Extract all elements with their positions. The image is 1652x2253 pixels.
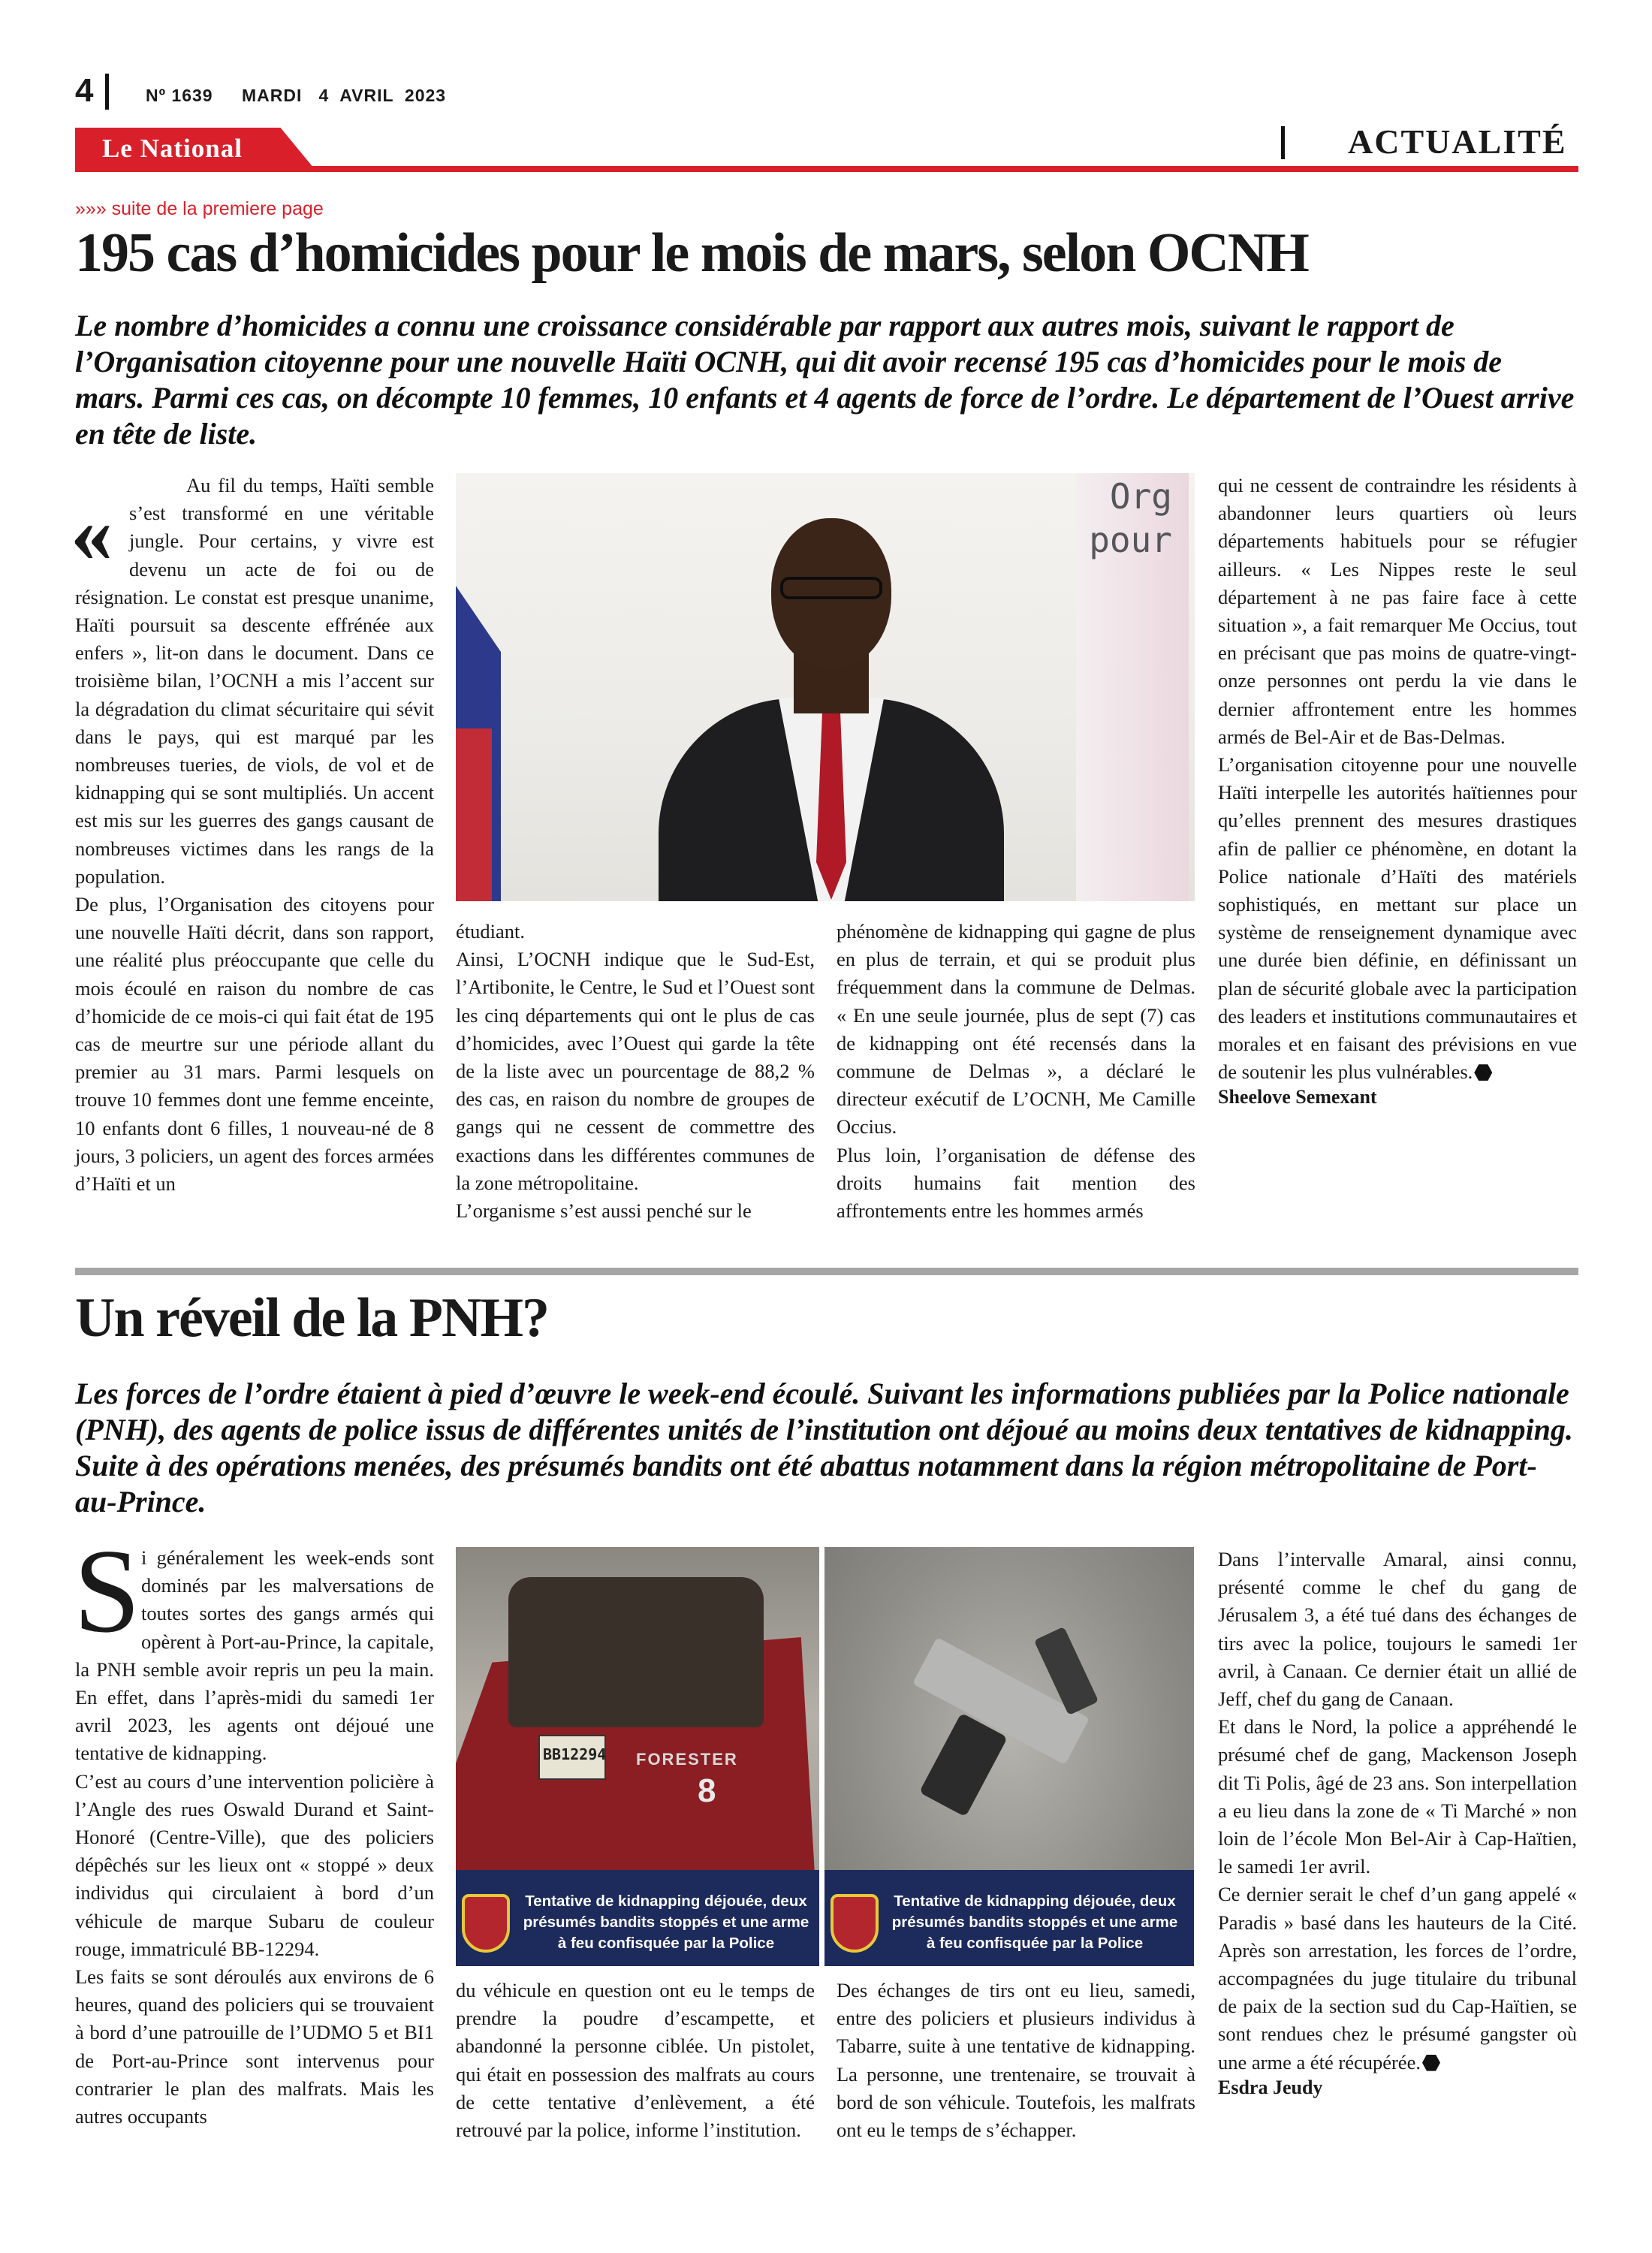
- pistol-photo: [824, 1547, 1194, 1966]
- banner-text: pour: [1089, 520, 1172, 560]
- car-model-badge: FORESTER: [636, 1750, 738, 1769]
- banner-text: Org: [1109, 476, 1172, 517]
- brand-logo-text: Le National: [102, 134, 243, 163]
- photo-caption: Tentative de kidnapping déjouée, deux présumés bandits stoppés et une arme à feu confisquée par la Police: [891, 1893, 1178, 1952]
- paragraph: i généralement les week-ends sont dominés par les malversations de toutes sortes des gangs armés qui opèrent à Port-au-Prince, la capitale, la PNH semble avoir repris un peu la main. En effet, dans l’après-midi du samedi 1er avril 2023, les agents ont déjoué une tentative de kidnapping.: [75, 1546, 434, 1765]
- paragraph-text: Ce dernier serait le chef d’un gang appelé « Paradis » basé dans les hauteurs de la Cité. Après son arrestation, les forces de l’ordre, accompagnées du juge titulaire du tribunal de paix de la section sud du Cap-Haïtien, se sont rendues chez le présumé gangster où une arme a été récupérée.: [1218, 1883, 1577, 2074]
- article1-byline: Sheelove Semexant: [1218, 1086, 1377, 1108]
- article1-lede: Le nombre d’homicides a connu une croissance considérable par rapport aux autres mois, suivant le rapport de l’Organisation citoyenne pour une nouvelle Haïti OCNH, qui dit avoir recensé 195 cas d’homicides pour le mois de mars. Parmi ces cas, on décompte 10 femmes, 10 enfants et 4 agents de force de l’ordre. Le département de l’Ouest arrive en tête de liste.: [75, 309, 1575, 451]
- issue-date: MARDI 4 AVRIL 2023: [242, 86, 447, 105]
- paragraph: De plus, l’Organisation des citoyens pour une nouvelle Haïti décrit, dans son rapport, une réalité plus préoccupante que celle du mois écoulé en raison du nombre de cas d’homicide de ce mois-ci qui fait état de 195 cas de meurtre sur une période allant du premier au 31 mars. Parmi lesquels on trouve 10 femmes dont une femme enceinte, 10 enfants dont 6 filles, 1 nouveau-né de 8 jours, 3 policiers, un agent des forces armées d’Haïti et un: [75, 893, 434, 1196]
- car-photo: [456, 1547, 819, 1966]
- paragraph: Au fil du temps, Haïti semble s’est transformé en une véritable jungle. Pour certains, y vivre est devenu un acte de foi ou de résignation. Le constat est presque unanime, Haïti poursuit sa descente effrénée aux enfers », lit-on dans le document. Dans ce troisième bilan, l’OCNH a mis l’accent sur la dégradation du climat sécuritaire qui sévit dans le pays, qui est marqué par les nombreuses tueries, de viols, de vol et de kidnapping qui se sont multipliés. Un accent est mis sur les guerres des gangs causant de nombreuses victimes dans les rangs de la population.: [75, 474, 434, 888]
- quote-float-spacer: [75, 472, 129, 556]
- police-badge-icon: [831, 1894, 879, 1953]
- person-glasses: [780, 577, 882, 599]
- paragraph: Ainsi, L’OCNH indique que le Sud-Est, l’Artibonite, le Centre, le Sud et l’Ouest sont les cinq départements qui ont le plus de cas d’homicides, avec l’Ouest qui garde la tête de la liste avec un pourcentage de 88,2 % des cas, en raison du nombre de groupes de gangs qui ne cessent de commettre des exactions dans les différentes communes de la zone métropolitaine.: [456, 948, 815, 1194]
- article1-column-3: [837, 918, 1195, 1225]
- article1-column-1: [75, 472, 434, 1198]
- paragraph: Plus loin, l’organisation de défense des droits humains fait mention des affrontements entre les hommes armés: [837, 1143, 1195, 1223]
- paragraph: Des échanges de tirs ont eu lieu, samedi, entre des policiers et plusieurs individus à Tabarre, suite à une tentative de kidnapping. La personne, une trentenaire, se trouvait à bord de son véhicule. Toutefois, les malfrats ont eu le temps de s’échapper.: [837, 1979, 1195, 2142]
- paragraph: C’est au cours d’une intervention policière à l’Angle des rues Oswald Durand et Saint-Honoré (Centre-Ville), que des policiers dépêchés sur les lieux ont « stoppé » deux individus qui circulaient à bord d’un véhicule de marque Subaru de couleur rouge, immatriculé BB-12294.: [75, 1769, 434, 1960]
- section-divider: [1281, 126, 1285, 159]
- page-number-divider: [105, 74, 109, 110]
- car-broken-window: [508, 1577, 764, 1727]
- end-of-article-icon: [1422, 2055, 1440, 2071]
- police-badge-icon: [462, 1894, 510, 1953]
- article2-column-2: [456, 1977, 815, 2144]
- haiti-flag-red: [456, 728, 492, 901]
- dropcap-float-spacer: [75, 1544, 141, 1652]
- article-separator: [75, 1268, 1578, 1275]
- article1-headline: 195 cas d’homicides pour le mois de mars, selon OCNH: [75, 222, 1308, 284]
- section-label: ACTUALITÉ: [1348, 122, 1567, 161]
- photo-caption-band: [456, 1870, 819, 1966]
- article2-column-4: [1218, 1546, 1577, 2099]
- paragraph: Et dans le Nord, la police a appréhendé le présumé chef de gang, Mackenson Joseph dit Ti Polis, âgé de 23 ans. Son interpellation a eu lieu dans la zone de « Ti Marché » non loin de l’école Mon Bel-Air à Cap-Haïtien, le samedi 1er avril.: [1218, 1715, 1577, 1878]
- article2-headline: Un réveil de la PNH?: [75, 1287, 549, 1349]
- paragraph: L’organisme s’est aussi penché sur le: [456, 1199, 752, 1223]
- article2-column-1: [75, 1544, 434, 2131]
- paragraph-text: L’organisation citoyenne pour une nouvelle Haïti interpelle les autorités haïtiennes pour qu’elles prennent des mesures drastiques afin de pallier ce phénomène, en dotant la Police nationale d’Haïti des matériels sophistiqués, en mettant sur place un système de renseignement dynamique avec une durée bien définie, en définissant un plan de sécurité globale avec la participation des leaders et institutions communautaires et morales et en faisant des prévisions en vue de soutenir les plus vulnérables.: [1218, 753, 1577, 1084]
- photo-caption: Tentative de kidnapping déjouée, deux présumés bandits stoppés et une arme à feu confisquée par la Police: [523, 1893, 809, 1952]
- license-plate-text: BB12294: [543, 1745, 607, 1763]
- opening-quote-mark: «: [71, 487, 113, 580]
- header-rule: [75, 166, 1578, 172]
- car-number-badge: 8: [698, 1772, 716, 1809]
- page-number: 4: [75, 72, 94, 109]
- article2-byline: Esdra Jeudy: [1218, 2076, 1323, 2098]
- end-of-article-icon: [1474, 1064, 1492, 1081]
- portrait-photo: [456, 473, 1195, 901]
- article1-column-2: [456, 918, 815, 1225]
- paragraph: phénomène de kidnapping qui gagne de plus en plus de terrain, et qui se produit plus fréquemment dans la commune de Delmas. « En une seule journée, plus de sept (7) cas de kidnapping ont été recensés dans la commune de Delmas », a déclaré le directeur exécutif de L’OCNH, Me Camille Occius.: [837, 920, 1195, 1139]
- paragraph: [1218, 1881, 1577, 2076]
- issue-number: Nº 1639: [146, 86, 213, 105]
- paragraph: du véhicule en question ont eu le temps de prendre la poudre d’escampette, et abandonné la personne ciblée. Un pistolet, qui était en possession des malfrats au cours de cette tentative d’enlèvement, a été retrouvé par la police, informe l’institution.: [456, 1979, 815, 2142]
- paragraph: étudiant.: [456, 920, 525, 943]
- paragraph: Dans l’intervalle Amaral, ainsi connu, présenté comme le chef du gang de Jérusalem 3, a été tué dans des échanges de tirs avec la police, toujours le samedi 1er avril, à Canaan. Ce dernier était un allié de Jeff, chef du gang de Canaan.: [1218, 1548, 1577, 1711]
- article2-lede: Les forces de l’ordre étaient à pied d’œuvre le week-end écoulé. Suivant les informations publiées par la Police nationale (PNH), des agents de police issus de différentes unités de l’institution ont déjoué au moins deux tentatives de kidnapping. Suite à des opérations menées, des présumés bandits ont été abattus notamment dans la région métropolitaine de Port-au-Prince.: [75, 1377, 1573, 1519]
- photo-caption-band: [824, 1870, 1194, 1966]
- pistol-grip: [919, 1713, 1008, 1817]
- paragraph: qui ne cessent de contraindre les résidents à abandonner leurs quartiers où leurs départements habituels pour se réfugier ailleurs. « Les Nippes reste le seul département à ne pas faire face à cette situation », a fait remarquer Me Occius, tout en précisant que pas moins de quatre-vingt-onze personnes ont perdu la vie dans le dernier affrontement entre les hommes armés de Bel-Air et de Bas-Delmas.: [1218, 474, 1577, 748]
- paragraph: Les faits se sont déroulés aux environs de 6 heures, quand des policiers qui se trouvaient à bord d’une patrouille de l’UDMO 5 et BI1 de Port-au-Prince sont intervenus pour contrarier le plan des malfrats. Mais les autres occupants: [75, 1965, 434, 2128]
- continued-kicker: »»» suite de la premiere page: [75, 198, 324, 219]
- article2-column-3: [837, 1977, 1195, 2144]
- article1-column-4: [1218, 472, 1577, 1108]
- paragraph: [1218, 751, 1577, 1086]
- drop-cap: S: [74, 1524, 140, 1657]
